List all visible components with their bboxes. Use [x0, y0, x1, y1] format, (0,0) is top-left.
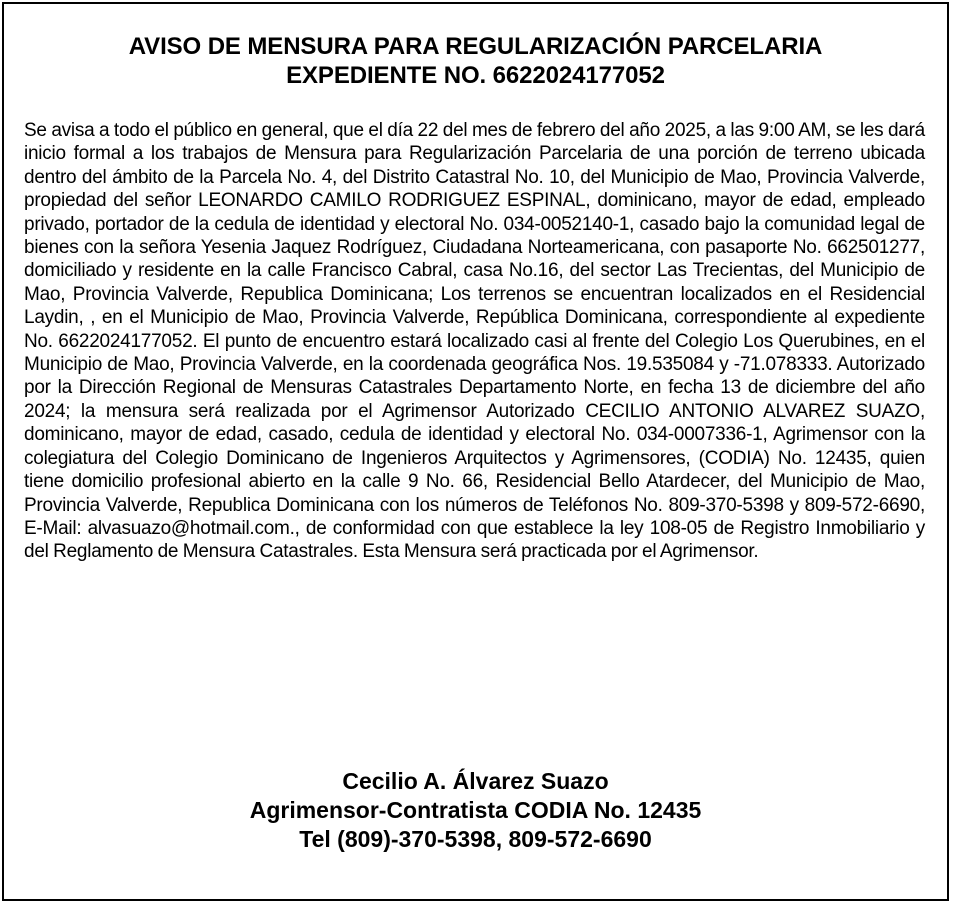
signature-phones: Tel (809)-370-5398, 809-572-6690: [299, 826, 652, 852]
notice-frame: [2, 2, 949, 901]
notice-body: Se avisa a todo el público en general, que el día 22 del mes de febrero del año 2025, a las 9:00 AM, se les dará inicio formal a los trabajos de Mensura para Regularización Parcelaria de una porción de terreno ubicada dentro del ámbito de la Parcela No. 4, del Distrito Catastral No. 10, del Municipio de Mao, Provincia Valverde, propiedad del señor LEONARDO CAMILO RODRIGUEZ ESPINAL, dominicano, mayor de edad, empleado privado, portador de la cedula de identidad y electoral No. 034-0052140-1, casado bajo la comunidad legal de bienes con la señora Yesenia Jaquez Rodríguez, Ciudadana Norteamericana, con pasaporte No. 662501277, domiciliado y residente en la calle Francisco Cabral, casa No.16, del sector Las Trecientas, del Municipio de Mao, Provincia Valverde, Republica Dominicana; Los terrenos se encuentran localizados en el Residencial Laydin, , en el Municipio de Mao, Provincia Valverde, República Dominicana, correspondiente al expediente No. 6622024177052. El punto de encuentro estará localizado casi al frente del Colegio Los Querubines, en el Municipio de Mao, Provincia Valverde, en la coordenada geográfica Nos. 19.535084 y -71.078333. Autorizado por la Dirección Regional de Mensuras Catastrales Departamento Norte, en fecha 13 de diciembre del año 2024; la mensura será realizada por el Agrimensor Autorizado CECILIO ANTONIO ALVAREZ SUAZO, dominicano, mayor de edad, casado, cedula de identidad y electoral No. 034-0007336-1, Agrimensor con la colegiatura del Colegio Dominicano de Ingenieros Arquitectos y Agrimensores, (CODIA) No. 12435, quien tiene domicilio profesional abierto en la calle 9 No. 66, Residencial Bello Atardecer, del Municipio de Mao, Provincia Valverde, Republica Dominicana con los números de Teléfonos No. 809-370-5398 y 809-572-6690, E-Mail: alvasuazo@hotmail.com., de conformidad con que establece la ley 108-05 de Registro Inmobiliario y del Reglamento de Mensura Catastrales. Esta Mensura será practicada por el Agrimensor.: [24, 120, 925, 563]
expediente-number: EXPEDIENTE NO. 6622024177052: [286, 62, 665, 89]
notice-header: [4, 32, 947, 90]
signature-block: [4, 767, 947, 854]
signature-name: Cecilio A. Álvarez Suazo: [342, 768, 609, 794]
signature-role: Agrimensor-Contratista CODIA No. 12435: [249, 797, 702, 823]
notice-title: AVISO DE MENSURA PARA REGULARIZACIÓN PARCELARIA: [128, 33, 823, 60]
